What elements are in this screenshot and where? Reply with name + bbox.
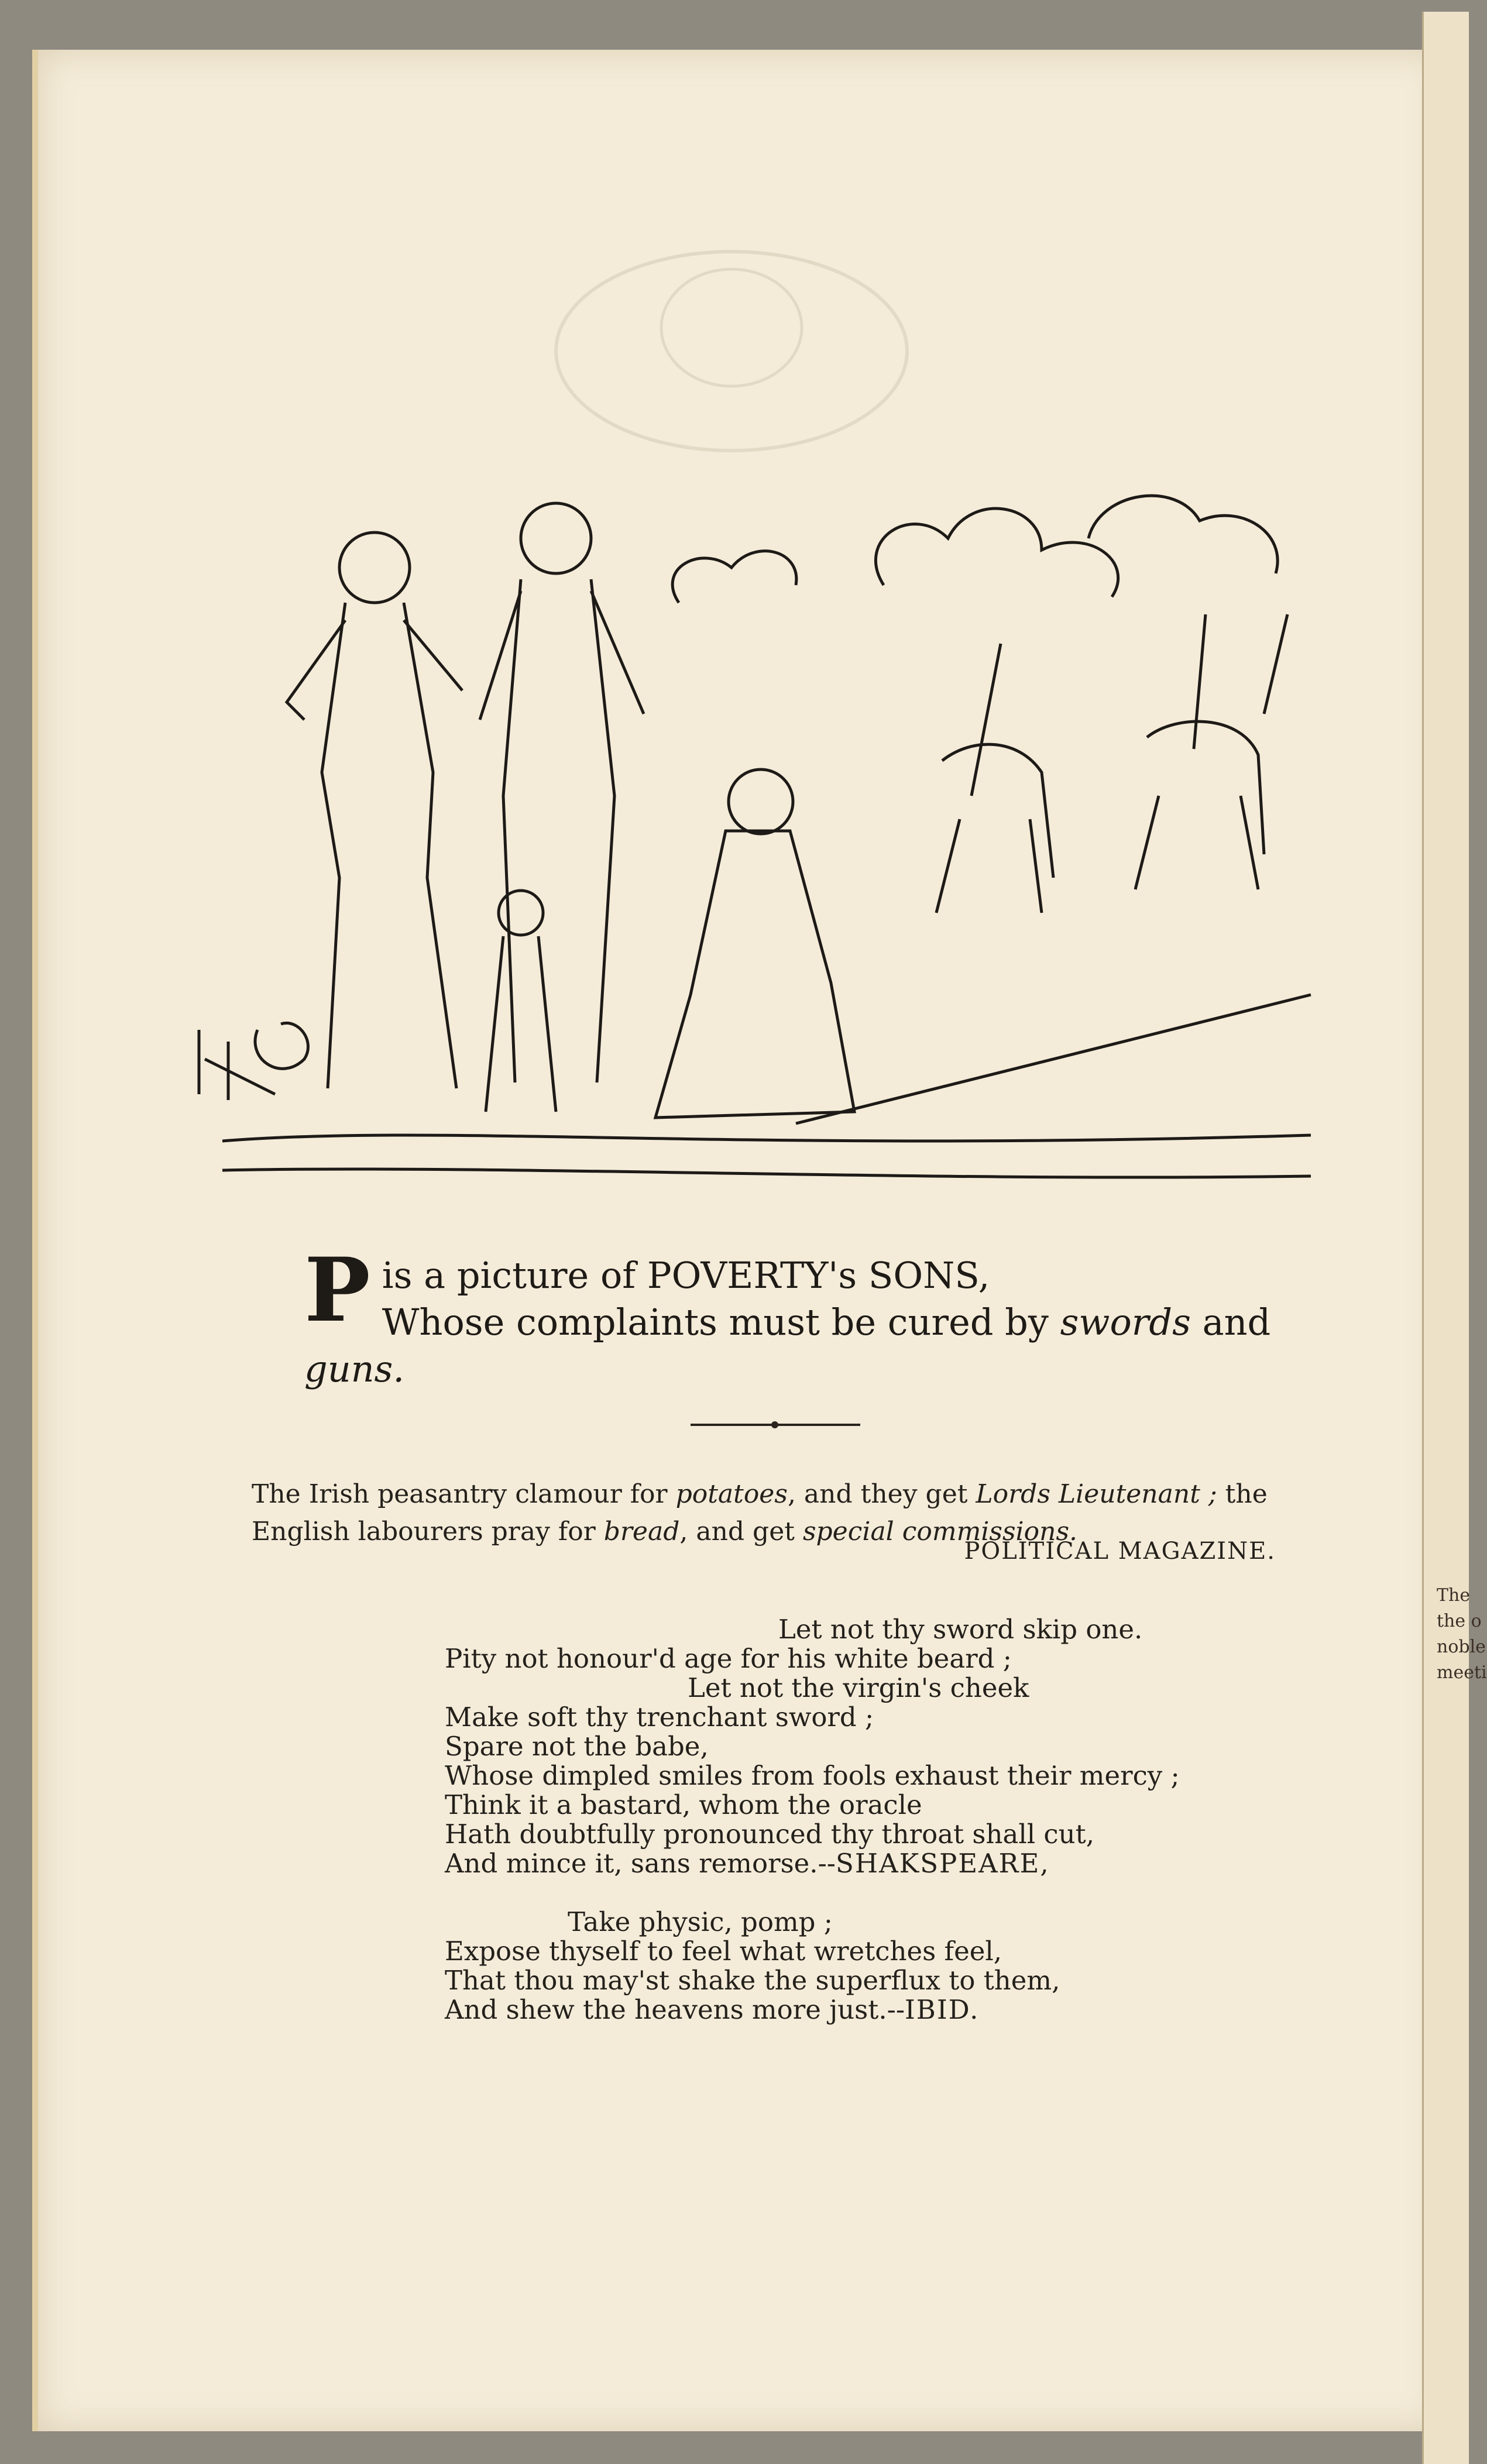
poem-shakespeare — [445, 1615, 1264, 2025]
quote-paragraph: The Irish peasantry clamour for potatoes, and they get Lords Lieutenant ; the English labourers pray for bread, and get special commissions. — [252, 1479, 1268, 1547]
poem-line: Whose dimpled smiles from fools exhaust their mercy ; — [445, 1760, 1180, 1791]
engraving-poverty-illustration — [211, 468, 1323, 1229]
poem-attribution: SHAKSPEARE, — [836, 1848, 1050, 1879]
poem-line: Let not the virgin's cheek — [688, 1672, 1029, 1703]
ornamental-rule-dot — [771, 1421, 778, 1428]
drop-cap-letter: P — [304, 1239, 370, 1342]
poem-line: Expose thyself to feel what wretches feel, — [445, 1936, 1002, 1967]
poem-line: Make soft thy trenchant sword ; — [445, 1702, 874, 1733]
quote-attribution: POLITICAL MAGAZINE. — [964, 1538, 1276, 1565]
poem-line: Hath doubtfully pronounced thy throat shall cut, — [445, 1819, 1094, 1850]
poem-line: Think it a bastard, whom the oracle — [445, 1789, 922, 1820]
next-page-edge — [1422, 12, 1487, 2464]
verse-line-2: Whose complaints must be cured by swords and guns. — [304, 1301, 1271, 1390]
poem-line: And mince it, sans remorse.--SHAKSPEARE, — [445, 1848, 1050, 1879]
bleed-through-ghost-image — [527, 234, 936, 468]
next-page-text: The the o noble meeti — [1437, 1585, 1487, 1683]
poem-line: That thou may'st shake the superflux to them, — [445, 1965, 1060, 1996]
alphabet-verse — [304, 1239, 1358, 1393]
poem-line: And shew the heavens more just.--IBID. — [445, 1994, 980, 2025]
poem-line: Pity not honour'd age for his white beard ; — [445, 1643, 1012, 1674]
poem-attribution: IBID. — [905, 1994, 980, 2025]
poem-line: Take physic, pomp ; — [568, 1906, 833, 1937]
poem-line: Spare not the babe, — [445, 1731, 709, 1762]
verse-line-1: is a picture of POVERTY's SONS, — [382, 1254, 990, 1297]
poem-line: Let not thy sword skip one. — [778, 1614, 1143, 1645]
